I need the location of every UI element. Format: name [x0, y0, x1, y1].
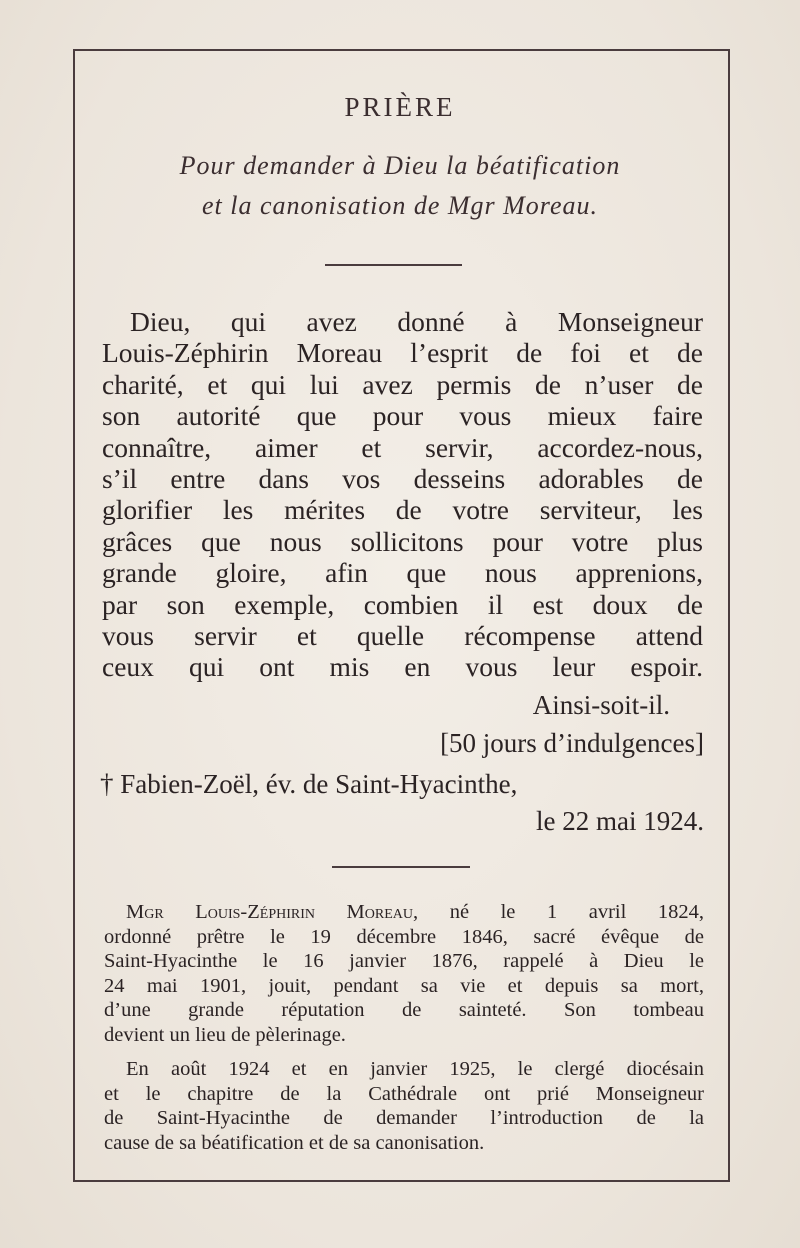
bishop-signature: † Fabien-Zoël, év. de Saint-Hyacinthe,: [100, 769, 518, 799]
signature-date: le 22 mai 1924.: [536, 806, 704, 836]
prayer-line: Dieu, qui avez donné à Monseigneur: [130, 306, 703, 337]
note-line: né le 1 avril 1824,: [449, 901, 704, 923]
note-line: de Saint-Hyacinthe de demander l’introduction de la: [104, 1107, 704, 1129]
divider-bottom: [332, 866, 470, 868]
prayer-text: [102, 306, 703, 683]
prayer-line: glorifier les mérites de votre serviteur, les: [102, 494, 703, 526]
prayer-line: charité, et qui lui avez permis de n’user de: [102, 368, 703, 400]
note-paragraph-2: [104, 1057, 704, 1155]
note-line: cause de sa béatification et de sa canonisation.: [104, 1131, 485, 1154]
prayer-line: vous servir et quelle récompense attend: [102, 620, 703, 652]
subtitle: [0, 146, 800, 226]
bishop-name: Mgr Louis-Zéphirin Moreau,: [126, 901, 419, 923]
prayer-line: connaître, aimer et servir, accordez-nous,: [102, 431, 703, 463]
subtitle-line-2: et la canonisation de Mgr Moreau.: [202, 191, 598, 220]
indulgence-note: [50 jours d’indulgences]: [440, 728, 704, 758]
note-line: ordonné prêtre le 19 décembre 1846, sacré évêque de: [104, 925, 704, 948]
subtitle-line-1: Pour demander à Dieu la béatification: [179, 151, 621, 180]
prayer-line: Louis-Zéphirin Moreau l’esprit de foi et de: [102, 337, 703, 369]
note-line: En août 1924 et en janvier 1925, le clergé diocésain: [126, 1058, 704, 1080]
divider-top: [325, 264, 462, 266]
prayer-line: son autorité que pour vous mieux faire: [102, 400, 703, 432]
prayer-line: ceux qui ont mis en vous leur espoir.: [102, 651, 703, 683]
note-line: d’une grande réputation de sainteté. Son tombeau: [104, 999, 704, 1021]
note-line: Saint-Hyacinthe le 16 janvier 1876, rappelé à Dieu le: [104, 950, 704, 972]
note-line: et le chapitre de la Cathédrale ont prié Monseigneur: [104, 1082, 704, 1105]
biographical-note: [104, 900, 704, 1165]
prayer-line: grâces que nous sollicitons pour votre plus: [102, 525, 703, 557]
amen-line: Ainsi-soit-il.: [532, 690, 670, 720]
note-line: devient un lieu de pèlerinage.: [104, 1023, 346, 1046]
note-line: 24 mai 1901, jouit, pendant sa vie et depuis sa mort,: [104, 974, 704, 997]
page-title: PRIÈRE: [344, 92, 456, 122]
prayer-line: par son exemple, combien il est doux de: [102, 588, 703, 620]
prayer-line: s’il entre dans vos desseins adorables de: [102, 463, 703, 495]
note-paragraph-1: [104, 900, 704, 1047]
prayer-line: grande gloire, afin que nous apprenions,: [102, 557, 703, 589]
